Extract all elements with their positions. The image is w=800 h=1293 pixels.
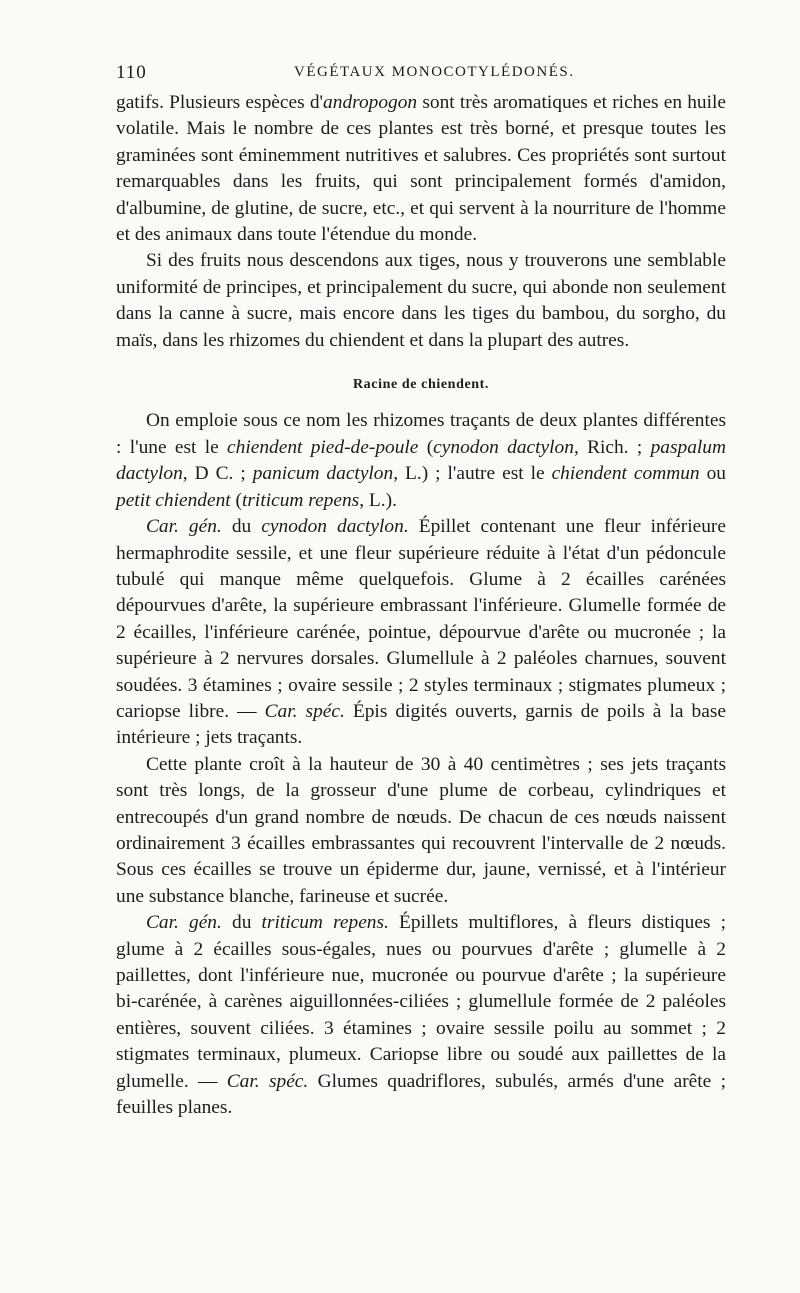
italic-text-run: Car. spéc.	[264, 700, 345, 722]
text-run: (	[418, 436, 434, 458]
italic-text-run: triticum repens	[242, 489, 360, 511]
text-run: Glumes quadriflores, subulés, armés d'une arête ; feuilles planes.	[116, 1070, 726, 1119]
italic-text-run: panicum dactylon	[252, 463, 394, 485]
text-run: gatifs. Plusieurs espèces d'	[116, 92, 324, 113]
paragraph-plant-description	[116, 752, 726, 910]
italic-text-run: chiendent pied-de-poule	[227, 436, 419, 458]
italic-text-run: chiendent commun	[551, 463, 700, 485]
text-run: du	[221, 516, 262, 538]
text-run: , L.) ; l'autre est le	[393, 463, 552, 485]
text-run: Si des fruits nous descendons aux tiges, nous y trouverons une semblable uniformité de principes, et principalement du sucre, qui abonde non seulement dans la canne à sucre, mais encore dans les tiges du bambou, du sorgho, du maïs, dans les rhizomes du chiendent et dans la plupart des autres.	[116, 250, 726, 351]
paragraph-triticum-characters	[116, 910, 726, 1121]
page-body	[116, 90, 726, 1121]
italic-text-run: paspalum dactylon	[116, 436, 726, 485]
italic-text-run: Car. gén.	[146, 516, 222, 538]
text-run: , D C. ;	[182, 463, 253, 485]
text-run: On emploie sous ce nom les rhizomes traçants de deux plantes différentes : l'une est le	[116, 410, 726, 458]
italic-text-run: cynodon dactylon.	[261, 516, 409, 538]
text-run: Épillets multiflores, à fleurs distiques ; glume à 2 écailles sous-égales, nues ou pourvues d'arête ; glumelle à 2 paillettes, dont l'inférieure nue, mucronée ou pourvue d'arête ; la supérieure bi-carénée, à carènes aiguillonnées-ciliées ; glumellule formée de 2 paléoles entières, souvent ciliées. 3 étamines ; ovaire sessile poilu au sommet ; 2 stigmates terminaux, plumeux. Cariopse libre ou soudé aux paillettes de la glumelle. —	[116, 912, 726, 1092]
page-number: 110	[116, 62, 147, 83]
text-run: (	[230, 489, 242, 511]
text-run: Épillet contenant une fleur inférieure hermaphrodite sessile, et une fleur supérieure réduite à l'état d'un pédoncule tubulé qui manque même quelquefois. Glume à 2 écailles carénées dépourvues d'arête, la supérieure embrassant l'inférieure. Glumelle formée de 2 écailles, l'inférieure carénée, pointue, dépourvue d'arête ou mucronée ; la supérieure à 2 nervures dorsales. Glumellule à 2 paléoles charnues, souvent soudées. 3 étamines ; ovaire sessile ; 2 styles terminaux ; stigmates plumeux ; cariopse libre. —	[116, 516, 726, 722]
running-title: VÉGÉTAUX MONOCOTYLÉDONÉS.	[294, 64, 575, 80]
paragraph-graminees	[116, 90, 726, 248]
italic-text-run: cynodon dactylon	[433, 436, 574, 458]
text-run: , L.).	[359, 489, 397, 511]
paragraph-tiges	[116, 248, 726, 354]
italic-text-run: Car. gén.	[146, 912, 222, 934]
text-run: sont très aromatiques et riches en huile volatile. Mais le nombre de ces plantes est très borné, et presque toutes les graminées sont éminemment nutritives et salubres. Ces propriétés sont surtout remarquables dans les fruits, qui sont principalement formés d'amidon, d'albumine, de glutine, de sucre, etc., et qui servent à la nourriture de l'homme et des animaux dans toute l'étendue du monde.	[116, 92, 726, 246]
paragraph-rhizomes	[116, 408, 726, 514]
italic-text-run: petit chiendent	[116, 489, 231, 511]
italic-text-run: Car. spéc.	[226, 1070, 309, 1092]
italic-text-run: andropogon	[323, 92, 418, 113]
text-run: Cette plante croît à la hauteur de 30 à 40 centimètres ; ses jets traçants sont très longs, de la grosseur d'une plume de corbeau, cylindriques et entrecoupés d'un grand nombre de nœuds. De chacun de ces nœuds naissent ordinairement 3 écailles embrassantes qui recouvrent l'intervalle de 2 nœuds. Sous ces écailles se trouve un épiderme dur, jaune, vernissé, et à l'intérieur une substance blanche, farineuse et sucrée.	[116, 753, 726, 907]
italic-text-run: triticum repens.	[261, 912, 389, 934]
paragraph-cynodon-characters	[116, 514, 726, 752]
text-run: ou	[699, 463, 726, 485]
section-heading: Racine de chiendent.	[352, 377, 490, 393]
text-run: Épis digités ouverts, garnis de poils à la base intérieure ; jets traçants.	[116, 700, 726, 749]
page-header	[116, 62, 726, 88]
text-run: , Rich. ;	[573, 436, 651, 458]
text-run: du	[221, 912, 262, 934]
